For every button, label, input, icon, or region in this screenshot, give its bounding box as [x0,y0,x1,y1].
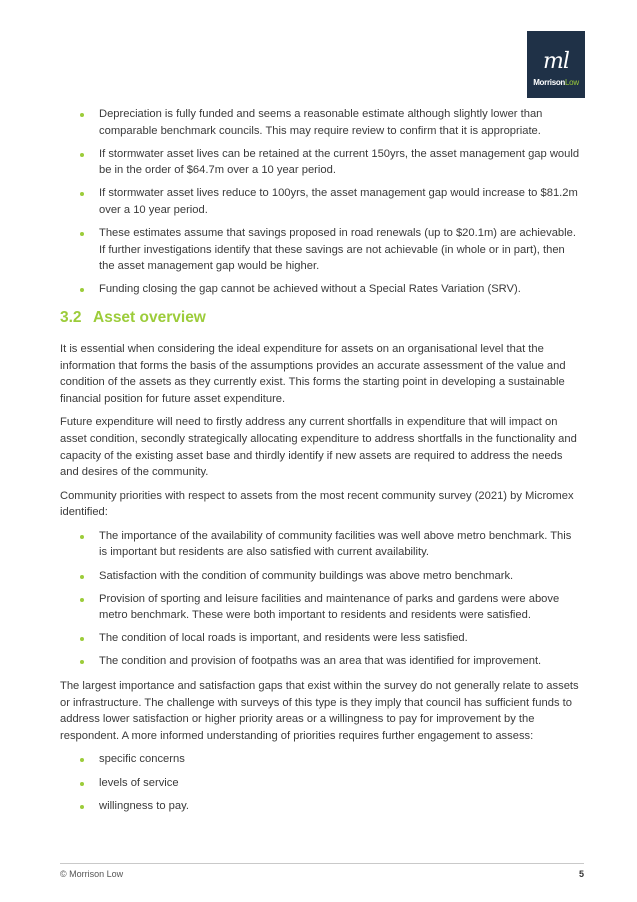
section-title: Asset overview [93,308,206,326]
logo-wordmark [527,78,585,88]
section-heading [60,308,582,328]
footer-copyright: © Morrison Low [60,869,124,879]
logo-mark: ml [543,49,569,74]
survey-bullet-list [60,528,582,670]
list-item: willingness to pay. [60,798,582,815]
list-item: The condition of local roads is important, and residents were less satisfied. [60,630,582,647]
company-logo [527,31,585,98]
logo-brand-a: Morrison [533,78,566,87]
footer-divider [60,863,584,864]
list-item: Satisfaction with the condition of community buildings was above metro benchmark. [60,568,582,585]
paragraph: Future expenditure will need to firstly address any current shortfalls in expenditure that will impact on asset condition, secondly strategically allocating expenditure to address shortfalls in the functionality and capacity of the existing asset base and thirdly identify if new assets are required to address the needs and desires of the community. [60,416,577,479]
paragraph: It is essential when considering the ideal expenditure for assets on an organisational level that the information that forms the basis of the assumptions provides an accurate assessment of the value and condition of the assets as they currently exist. This forms the starting point in developing a sustainable financial position for future asset expenditure. [60,342,566,405]
list-item: The importance of the availability of community facilities was well above metro benchmark. This is important but residents are also satisfied with current availability. [60,528,582,561]
assess-bullet-list [60,751,582,814]
section-number: 3.2 [60,308,82,326]
summary-bullet-list [60,106,582,298]
list-item: If stormwater asset lives reduce to 100yrs, the asset management gap would increase to $81.2m over a 10 year period. [60,185,582,218]
list-item: Funding closing the gap cannot be achieved without a Special Rates Variation (SRV). [60,281,582,298]
list-item: Provision of sporting and leisure facilities and maintenance of parks and gardens were above metro benchmark. These were both important to residents and residents were satisfied. [60,591,582,624]
logo-brand-b: Low [565,78,579,87]
page-number: 5 [578,869,584,879]
list-item: specific concerns [60,751,582,768]
list-item: These estimates assume that savings proposed in road renewals (up to $20.1m) are achievable. If further investigations identify that these savings are not achievable (in whole or in part), then the asset management gap would be higher. [60,225,582,275]
paragraph: The largest importance and satisfaction gaps that exist within the survey do not generally relate to assets or infrastructure. The challenge with surveys of this type is they imply that council has sufficient funds to address lower satisfaction or higher priority areas or a willingness to pay for improvement by the respondent. A more informed understanding of priorities requires further engagement to assess: [60,680,579,742]
list-item: The condition and provision of footpaths was an area that was identified for improvement. [60,653,582,670]
list-item: If stormwater asset lives can be retained at the current 150yrs, the asset management gap would be in the order of $64.7m over a 10 year period. [60,146,582,179]
list-item: levels of service [60,775,582,792]
paragraph: Community priorities with respect to assets from the most recent community survey (2021) by Micromex identified: [60,489,574,519]
list-item: Depreciation is fully funded and seems a reasonable estimate although slightly lower than comparable benchmark councils. This may require review to confirm that it is appropriate. [60,106,582,139]
page-content [60,106,582,822]
